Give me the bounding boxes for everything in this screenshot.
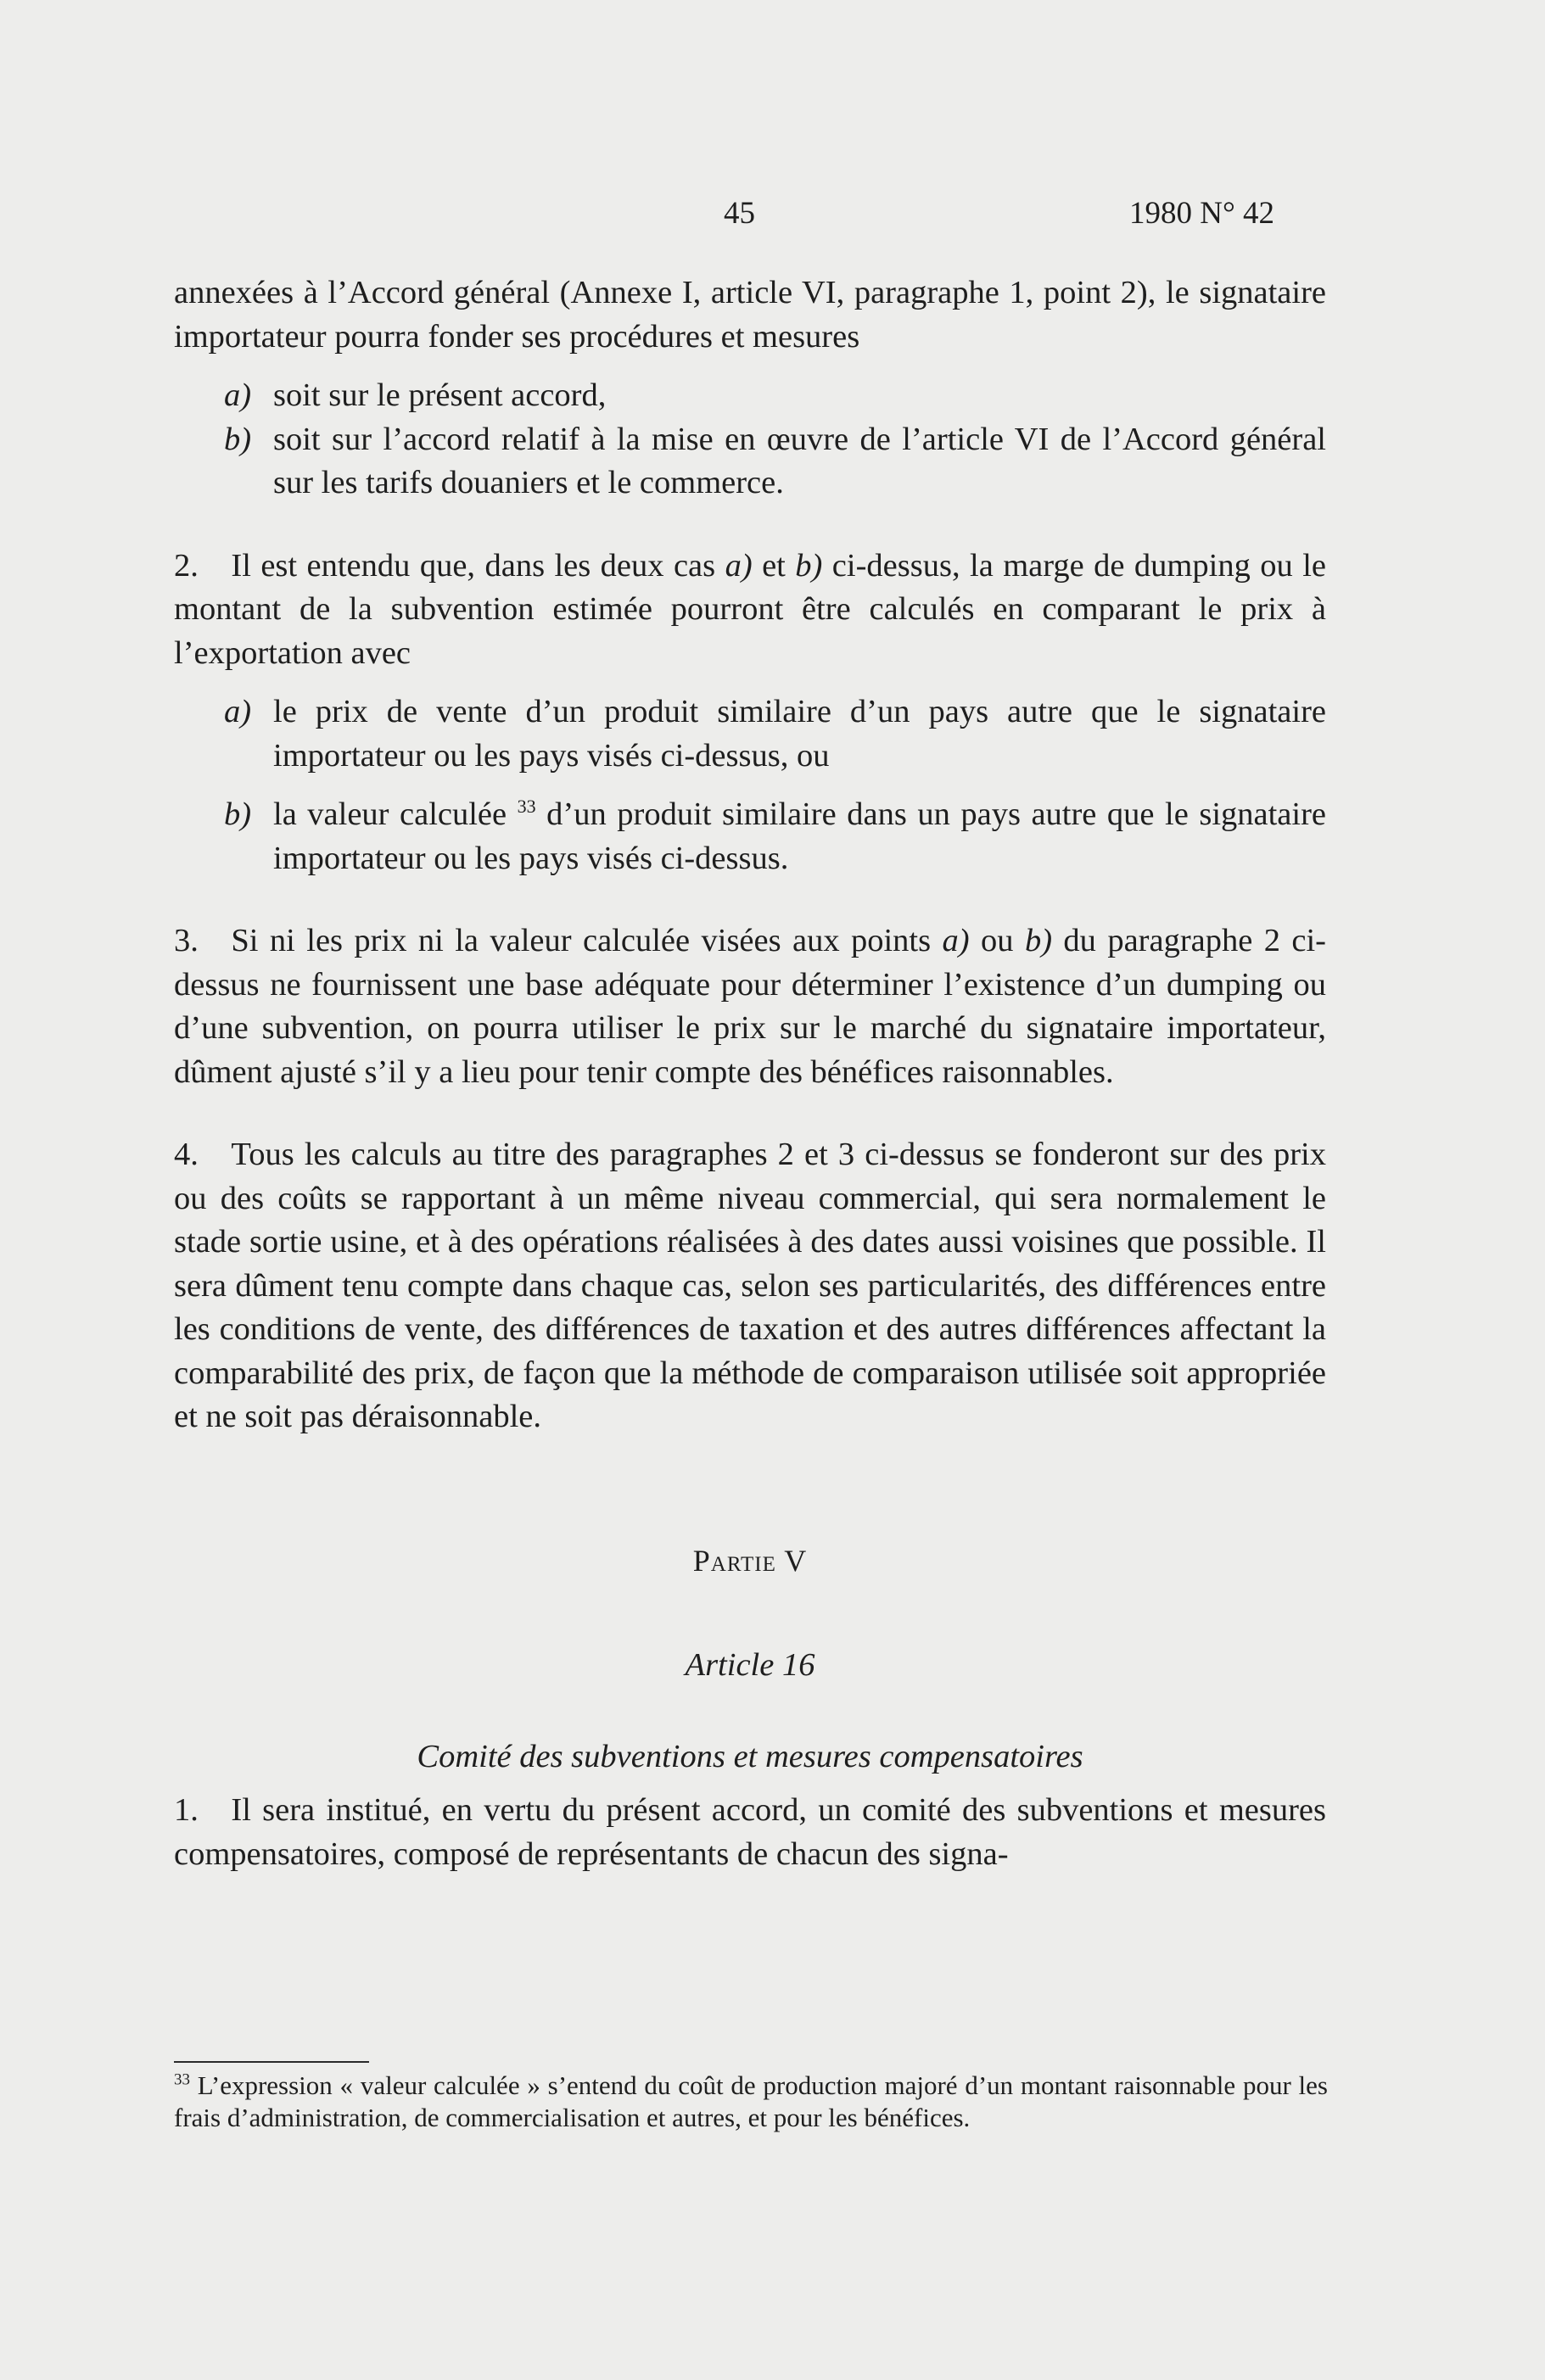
footnote-text: L’expression « valeur calculée » s’entend du coût de production majoré d’un montant raisonnable pour les frais d’administration, de commercialisation et autres, et pour les bénéfices. [174, 2070, 1328, 2132]
footnote-divider [174, 2061, 369, 2063]
article-heading: Article 16 [685, 1647, 815, 1683]
paragraph-2-item-b [174, 793, 1326, 880]
item-text: le prix de vente d’un produit similaire d’un pays autre que le signataire importateur ou les pays visés ci-dessus, ou [273, 694, 1326, 774]
paragraph-text: 3. Si ni les prix ni la valeur calculée visées aux points [174, 923, 943, 958]
item-ref: a) [942, 923, 970, 958]
treaty-reference: 1980 N° 42 [1129, 196, 1275, 231]
page-number: 45 [724, 196, 755, 231]
paragraph-text: ci-dessus, la marge de dumping ou le montant de la subvention estimée pourront être calculés en comparant le prix à l’exportation avec [174, 547, 1326, 671]
intro-item-a [174, 374, 1326, 418]
item-label: a) [224, 377, 252, 413]
item-ref: a) [725, 547, 753, 584]
paragraph-text: ou [969, 923, 1025, 958]
footnote-reference: 33 [517, 796, 536, 818]
paragraph-text: 2. Il est entendu que, dans les deux cas [174, 547, 725, 584]
paragraph-3 [174, 919, 1326, 1094]
paragraph-text: et [752, 547, 796, 584]
item-ref: b) [1024, 923, 1053, 958]
body-text [174, 271, 1326, 1876]
item-text: soit sur l’accord relatif à la mise en œuvre de l’article VI de l’Accord général sur les tarifs douaniers et le commerce. [273, 421, 1326, 500]
item-label: a) [224, 694, 252, 729]
intro-item-b [174, 418, 1326, 506]
article-16-paragraph-1: 1. Il sera institué, en vertu du présent accord, un comité des subventions et mesures compensatoires, composé de représentants de chacun des signa- [174, 1792, 1326, 1872]
footnote [174, 2070, 1328, 2134]
item-ref: b) [795, 547, 823, 584]
part-heading: Partie V [692, 1543, 808, 1578]
paragraph-text: du paragraphe 2 ci-dessus ne fournissent une base adéquate pour déterminer l’existence d’un dumping ou d’une subvention, on pourra utiliser le prix sur le marché du signataire importateur, dûment ajusté s’il y a lieu pour tenir compte des bénéfices raisonnables. [174, 923, 1327, 1090]
item-text: soit sur le présent accord, [273, 377, 607, 413]
paragraph-2-item-a [174, 690, 1326, 778]
item-label: b) [224, 796, 252, 832]
article-title: Comité des subventions et mesures compensatoires [417, 1738, 1083, 1774]
item-label: b) [224, 421, 252, 457]
paragraph-2 [174, 545, 1326, 676]
paragraph-4: 4. Tous les calculs au titre des paragraphes 2 et 3 ci-dessus se fonderont sur des prix ou des coûts se rapportant à un même niveau commercial, qui sera normalement le stade sortie usine, et à des opérations réalisées à des dates aussi voisines que possible. Il sera dûment tenu compte dans chaque cas, selon ses particularités, des différences entre les conditions de vente, des différences de taxation et des autres différences affectant la comparabilité des prix, de façon que la méthode de comparaison utilisée soit appropriée et ne soit pas déraisonnable. [174, 1137, 1326, 1434]
item-text: la valeur calculée [273, 796, 518, 832]
footnote-number: 33 [174, 2070, 190, 2089]
item-text: d’un produit similaire dans un pays autre que le signataire importateur ou les pays visés ci-dessus. [273, 796, 1326, 876]
intro-paragraph: annexées à l’Accord général (Annexe I, article VI, paragraphe 1, point 2), le signataire importateur pourra fonder ses procédures et mesures [174, 275, 1326, 355]
